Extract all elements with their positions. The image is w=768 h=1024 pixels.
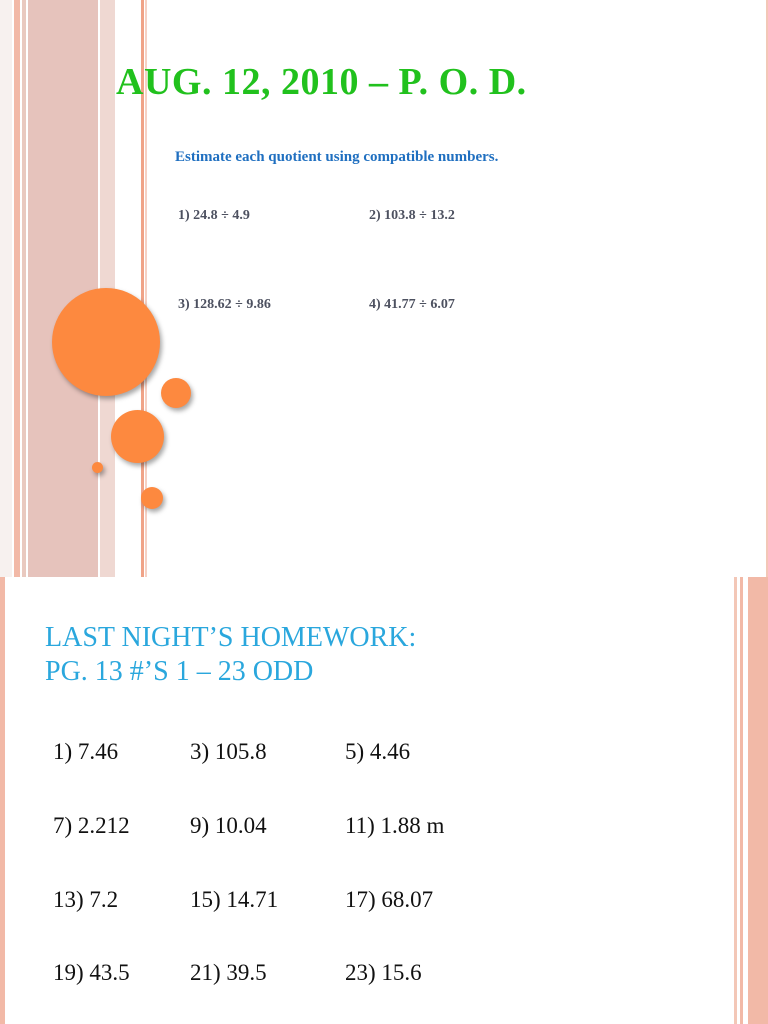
- decor-circle: [111, 410, 164, 463]
- answer-item: 19) 43.5: [53, 960, 130, 985]
- decor-circle: [92, 462, 103, 473]
- homework-title-line2: PG. 13 #’S 1 – 23 ODD: [45, 656, 314, 687]
- problem-item: 2) 103.8 ÷ 13.2: [369, 208, 455, 223]
- decor-stripe: [734, 577, 737, 1024]
- decor-circle: [52, 288, 160, 396]
- problem-item: 3) 128.62 ÷ 9.86: [178, 297, 271, 312]
- problem-item: 1) 24.8 ÷ 4.9: [178, 208, 250, 223]
- answer-item: 7) 2.212: [53, 813, 130, 838]
- answer-item: 15) 14.71: [190, 887, 279, 912]
- decor-stripe: [740, 577, 743, 1024]
- answer-item: 23) 15.6: [345, 960, 422, 985]
- decor-stripe: [748, 577, 768, 1024]
- problem-item: 4) 41.77 ÷ 6.07: [369, 297, 455, 312]
- decor-stripe: [0, 577, 5, 1024]
- decor-stripe: [0, 0, 12, 577]
- decor-stripe: [28, 0, 98, 577]
- answer-item: 1) 7.46: [53, 739, 119, 764]
- answer-item: 3) 105.8: [190, 739, 267, 764]
- instruction-text: Estimate each quotient using compatible numbers.: [175, 149, 499, 165]
- decor-circle: [141, 487, 163, 509]
- slide-homework: [0, 577, 768, 1024]
- homework-title: [45, 621, 416, 689]
- answer-item: 13) 7.2: [53, 887, 119, 912]
- answer-item: 21) 39.5: [190, 960, 267, 985]
- answer-item: 17) 68.07: [345, 887, 434, 912]
- answer-item: 5) 4.46: [345, 739, 411, 764]
- decor-stripe: [14, 0, 20, 577]
- slide-title: AUG. 12, 2010 – P. O. D.: [116, 61, 527, 103]
- answer-item: 11) 1.88 m: [345, 813, 445, 838]
- homework-title-line1: LAST NIGHT’S HOMEWORK:: [45, 622, 417, 653]
- decor-circle: [161, 378, 191, 408]
- decor-stripe: [22, 0, 26, 577]
- answer-item: 9) 10.04: [190, 813, 267, 838]
